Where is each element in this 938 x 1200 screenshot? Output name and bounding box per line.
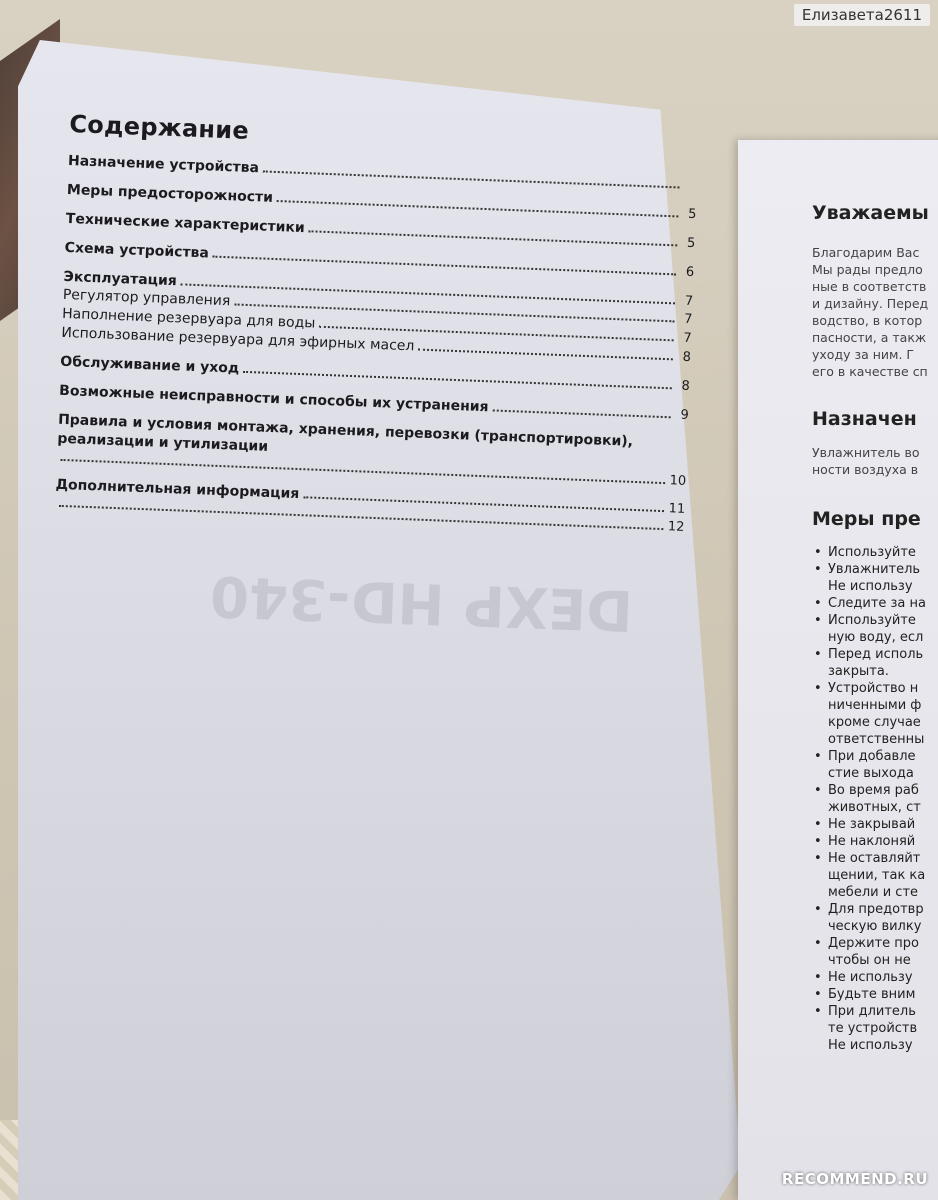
precaution-item: • Используйте (812, 544, 938, 561)
precaution-item: • Устройство н ниченными ф кроме случае ответственны (812, 680, 938, 748)
booklet-right-page (738, 140, 938, 1200)
toc-subentry: Регулятор управления 7 (62, 287, 693, 328)
site-logo: RECOMMEND.RU (781, 1170, 928, 1188)
precaution-item: • При добавле стие выхода (812, 748, 938, 782)
precaution-item: • Увлажнитель Не использу (812, 561, 938, 595)
precaution-item: • При длитель те устройств Не использу (812, 1003, 938, 1054)
greeting-heading: Уважаемы (812, 202, 929, 224)
precaution-item: • Для предотвр ческую вилку (812, 901, 938, 935)
precaution-item: • Во время раб животных, ст (812, 782, 938, 816)
toc-entry: Схема устройства 6 (64, 239, 695, 280)
purpose-section: Назначен Увлажнитель во ности воздуха в (812, 408, 938, 478)
precautions-list (812, 544, 938, 1054)
precautions-section (812, 508, 938, 1054)
show-through-text: DEXP HD-340 (208, 562, 634, 643)
toc-entry: Меры предосторожности 5 (66, 181, 697, 223)
right-page-greeting (812, 202, 938, 224)
precaution-item: • Следите за на (812, 595, 938, 612)
toc-subentry: Использование резервуара для эфирных масел 8 (61, 325, 692, 366)
precaution-item: • Используйте ную воду, есл (812, 612, 938, 646)
toc-entry: 12 (55, 495, 685, 537)
toc-entry: Правила и условия монтажа, хранения, перевозки (транспортировки), реализации и утилизации 10 (57, 411, 687, 489)
table-of-contents (55, 110, 700, 537)
toc-entry: Возможные неисправности и способы их устранения 9 (58, 382, 690, 423)
precaution-item: • Будьте вним (812, 986, 938, 1003)
right-page-intro: Благодарим Вас Мы рады предло ные в соответств и дизайну. Перед водство, в котор пасности, а такж уходу за ним. Г его в качестве сп (812, 245, 929, 379)
username-watermark: Елизавета2611 (794, 4, 930, 26)
toc-entry: Эксплуатация 7 (63, 268, 694, 309)
purpose-heading: Назначен (812, 408, 917, 430)
toc-entry: Обслуживание и уход 8 (60, 353, 691, 395)
precautions-heading: Меры пре (812, 508, 921, 530)
precaution-item: • Не закрывай (812, 816, 938, 833)
precaution-item: • Держите про чтобы он не (812, 935, 938, 969)
precaution-item: • Не использу (812, 969, 938, 986)
precaution-item: • Не наклоняй (812, 833, 938, 850)
toc-subentry: Наполнение резервуара для воды 7 (61, 306, 692, 347)
precaution-item: • Не оставляйт щении, так ка мебели и сте (812, 850, 938, 901)
toc-title: Содержание (68, 110, 250, 145)
precaution-item: • Перед исполь закрыта. (812, 646, 938, 680)
toc-entry: Технические характеристики 5 (65, 210, 696, 251)
toc-entry: Дополнительная информация 11 (55, 476, 686, 518)
toc-entry: Назначение устройства (68, 152, 698, 195)
